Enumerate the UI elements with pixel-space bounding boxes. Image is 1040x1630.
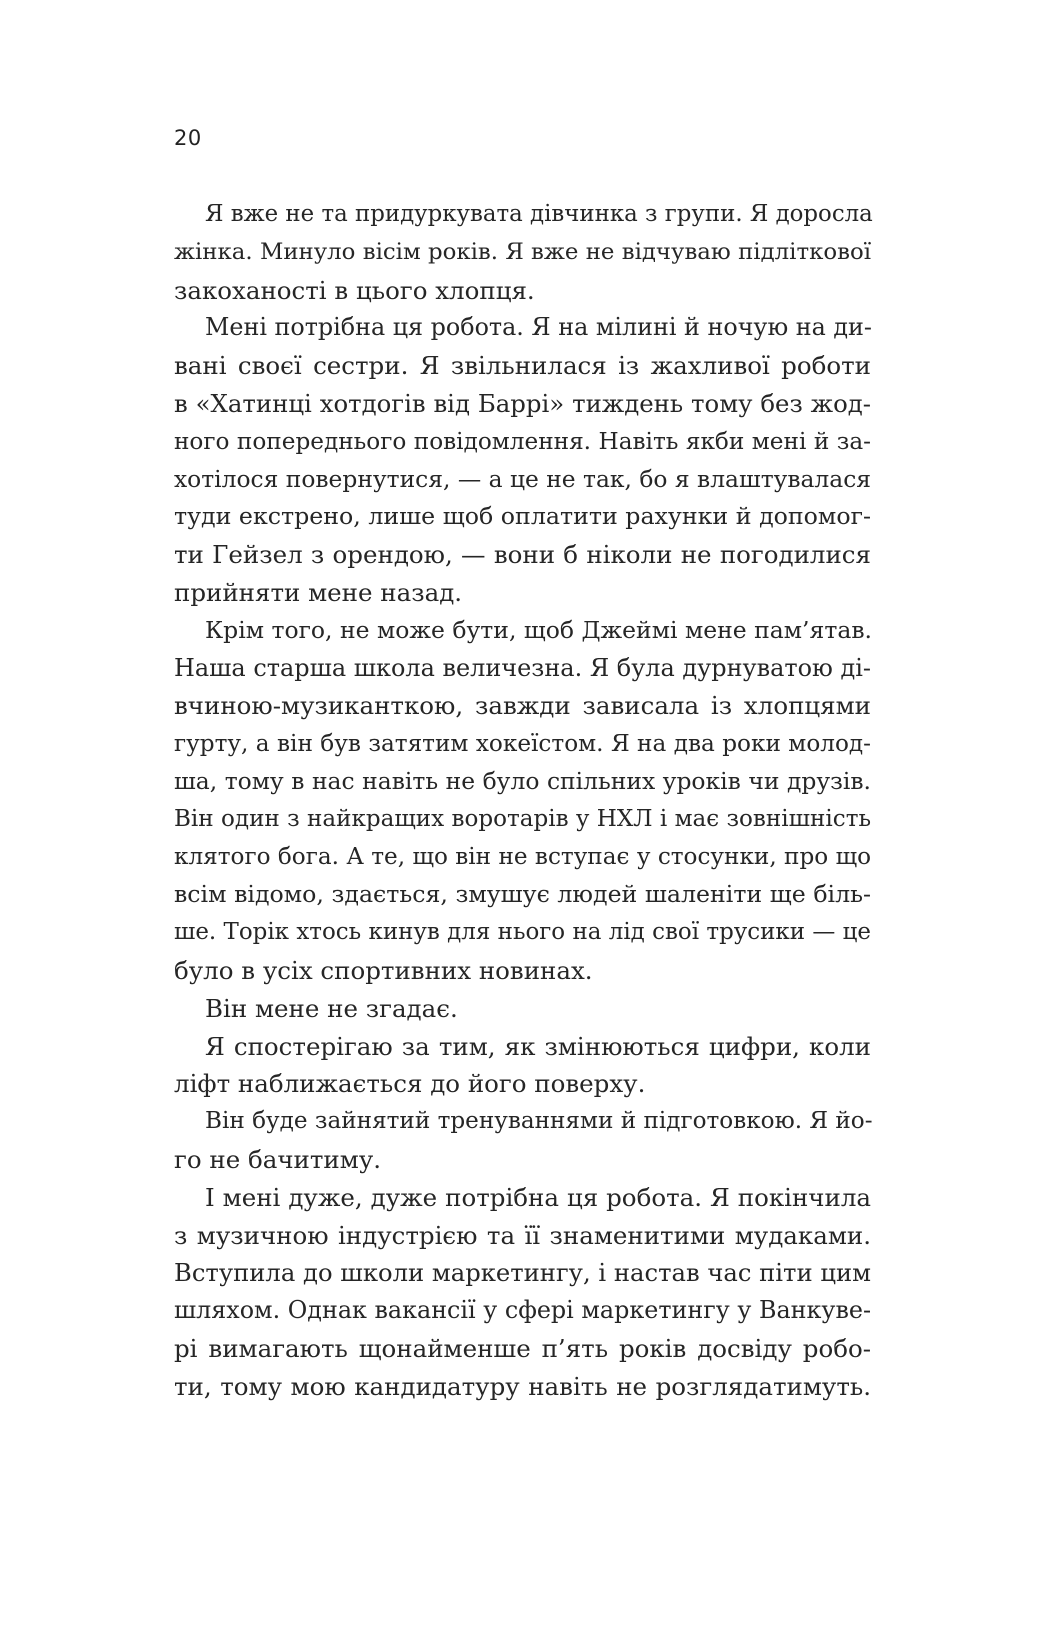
page-number: 20 (174, 126, 202, 150)
text-line: клятого бога. А те, що він не вступає у стосунки, про що (174, 843, 871, 870)
text-line: І мені дуже, дуже потрібна ця робота. Я покінчила (205, 1182, 871, 1212)
text-line: вчиною-музиканткою, завжди зависала із хлопцями (174, 691, 871, 721)
text-line: прийняти мене назад. (174, 577, 463, 607)
text-line: хотілося повернутися, — а це не так, бо я влаштувалася (174, 464, 872, 493)
text-line: Я вже не та придуркувата дівчинка з групи. Я доросла (205, 201, 873, 227)
text-line: туди екстрено, лише щоб оплатити рахунки й допомог- (174, 502, 871, 531)
text-line: Він один з найкращих воротарів у НХЛ і має зовнішність (174, 805, 871, 832)
text-line: вані своєї сестри. Я звільнилася із жахливої роботи (174, 351, 871, 381)
text-line: з музичною індустрією та її знаменитими мудаками. (174, 1220, 871, 1250)
text-line: Крім того, не може бути, щоб Джеймі мене пам’ятав. (205, 615, 873, 644)
text-line: рі вимагають щонайменше п’ять років досвіду робо- (174, 1333, 871, 1363)
text-line: ного попереднього повідомлення. Навіть якби мені й за- (174, 427, 871, 455)
text-line: закоханості в цього хлопця. (174, 275, 535, 305)
text-line: жінка. Минуло вісім років. Я вже не відчуваю підліткової (174, 238, 871, 265)
text-line: Я спостерігаю за тим, як змінюються цифри, коли (205, 1031, 871, 1061)
text-line: шляхом. Однак вакансії у сфері маркетингу у Ванкуве- (174, 1296, 871, 1325)
text-line: ше. Торік хтось кинув для нього на лід свої трусики — це (174, 919, 871, 946)
text-line: ліфт наближається до його поверху. (174, 1069, 646, 1099)
text-line: всім відомо, здається, змушує людей шаленіти ще біль- (174, 880, 871, 909)
text-line: Наша старша школа величезна. Я була дурнуватою ді- (174, 653, 871, 682)
text-line: Він мене не згадає. (205, 993, 458, 1023)
text-line: ти, тому мою кандидатуру навіть не розглядатимуть. (174, 1371, 871, 1401)
text-line: в «Хатинці хотдогів від Баррі» тиждень тому без жод- (174, 388, 871, 418)
text-line: Вступила до школи маркетингу, і настав час піти цим (174, 1258, 871, 1288)
text-line: Він буде зайнятий тренуваннями й підготовкою. Я йо- (205, 1108, 873, 1135)
text-line: го не бачитиму. (174, 1144, 382, 1174)
text-line: гурту, а він був затятим хокеїстом. Я на два роки молод- (174, 730, 871, 758)
text-line: було в усіх спортивних новинах. (174, 955, 593, 985)
text-line: ша, тому в нас навіть не було спільних уроків чи друзів. (174, 766, 871, 795)
text-line: ти Гейзел з орендою, — вони б ніколи не погодилися (174, 540, 871, 570)
body-text (174, 196, 871, 1406)
text-line: Мені потрібна ця робота. Я на мілині й ночую на ди- (205, 313, 872, 342)
